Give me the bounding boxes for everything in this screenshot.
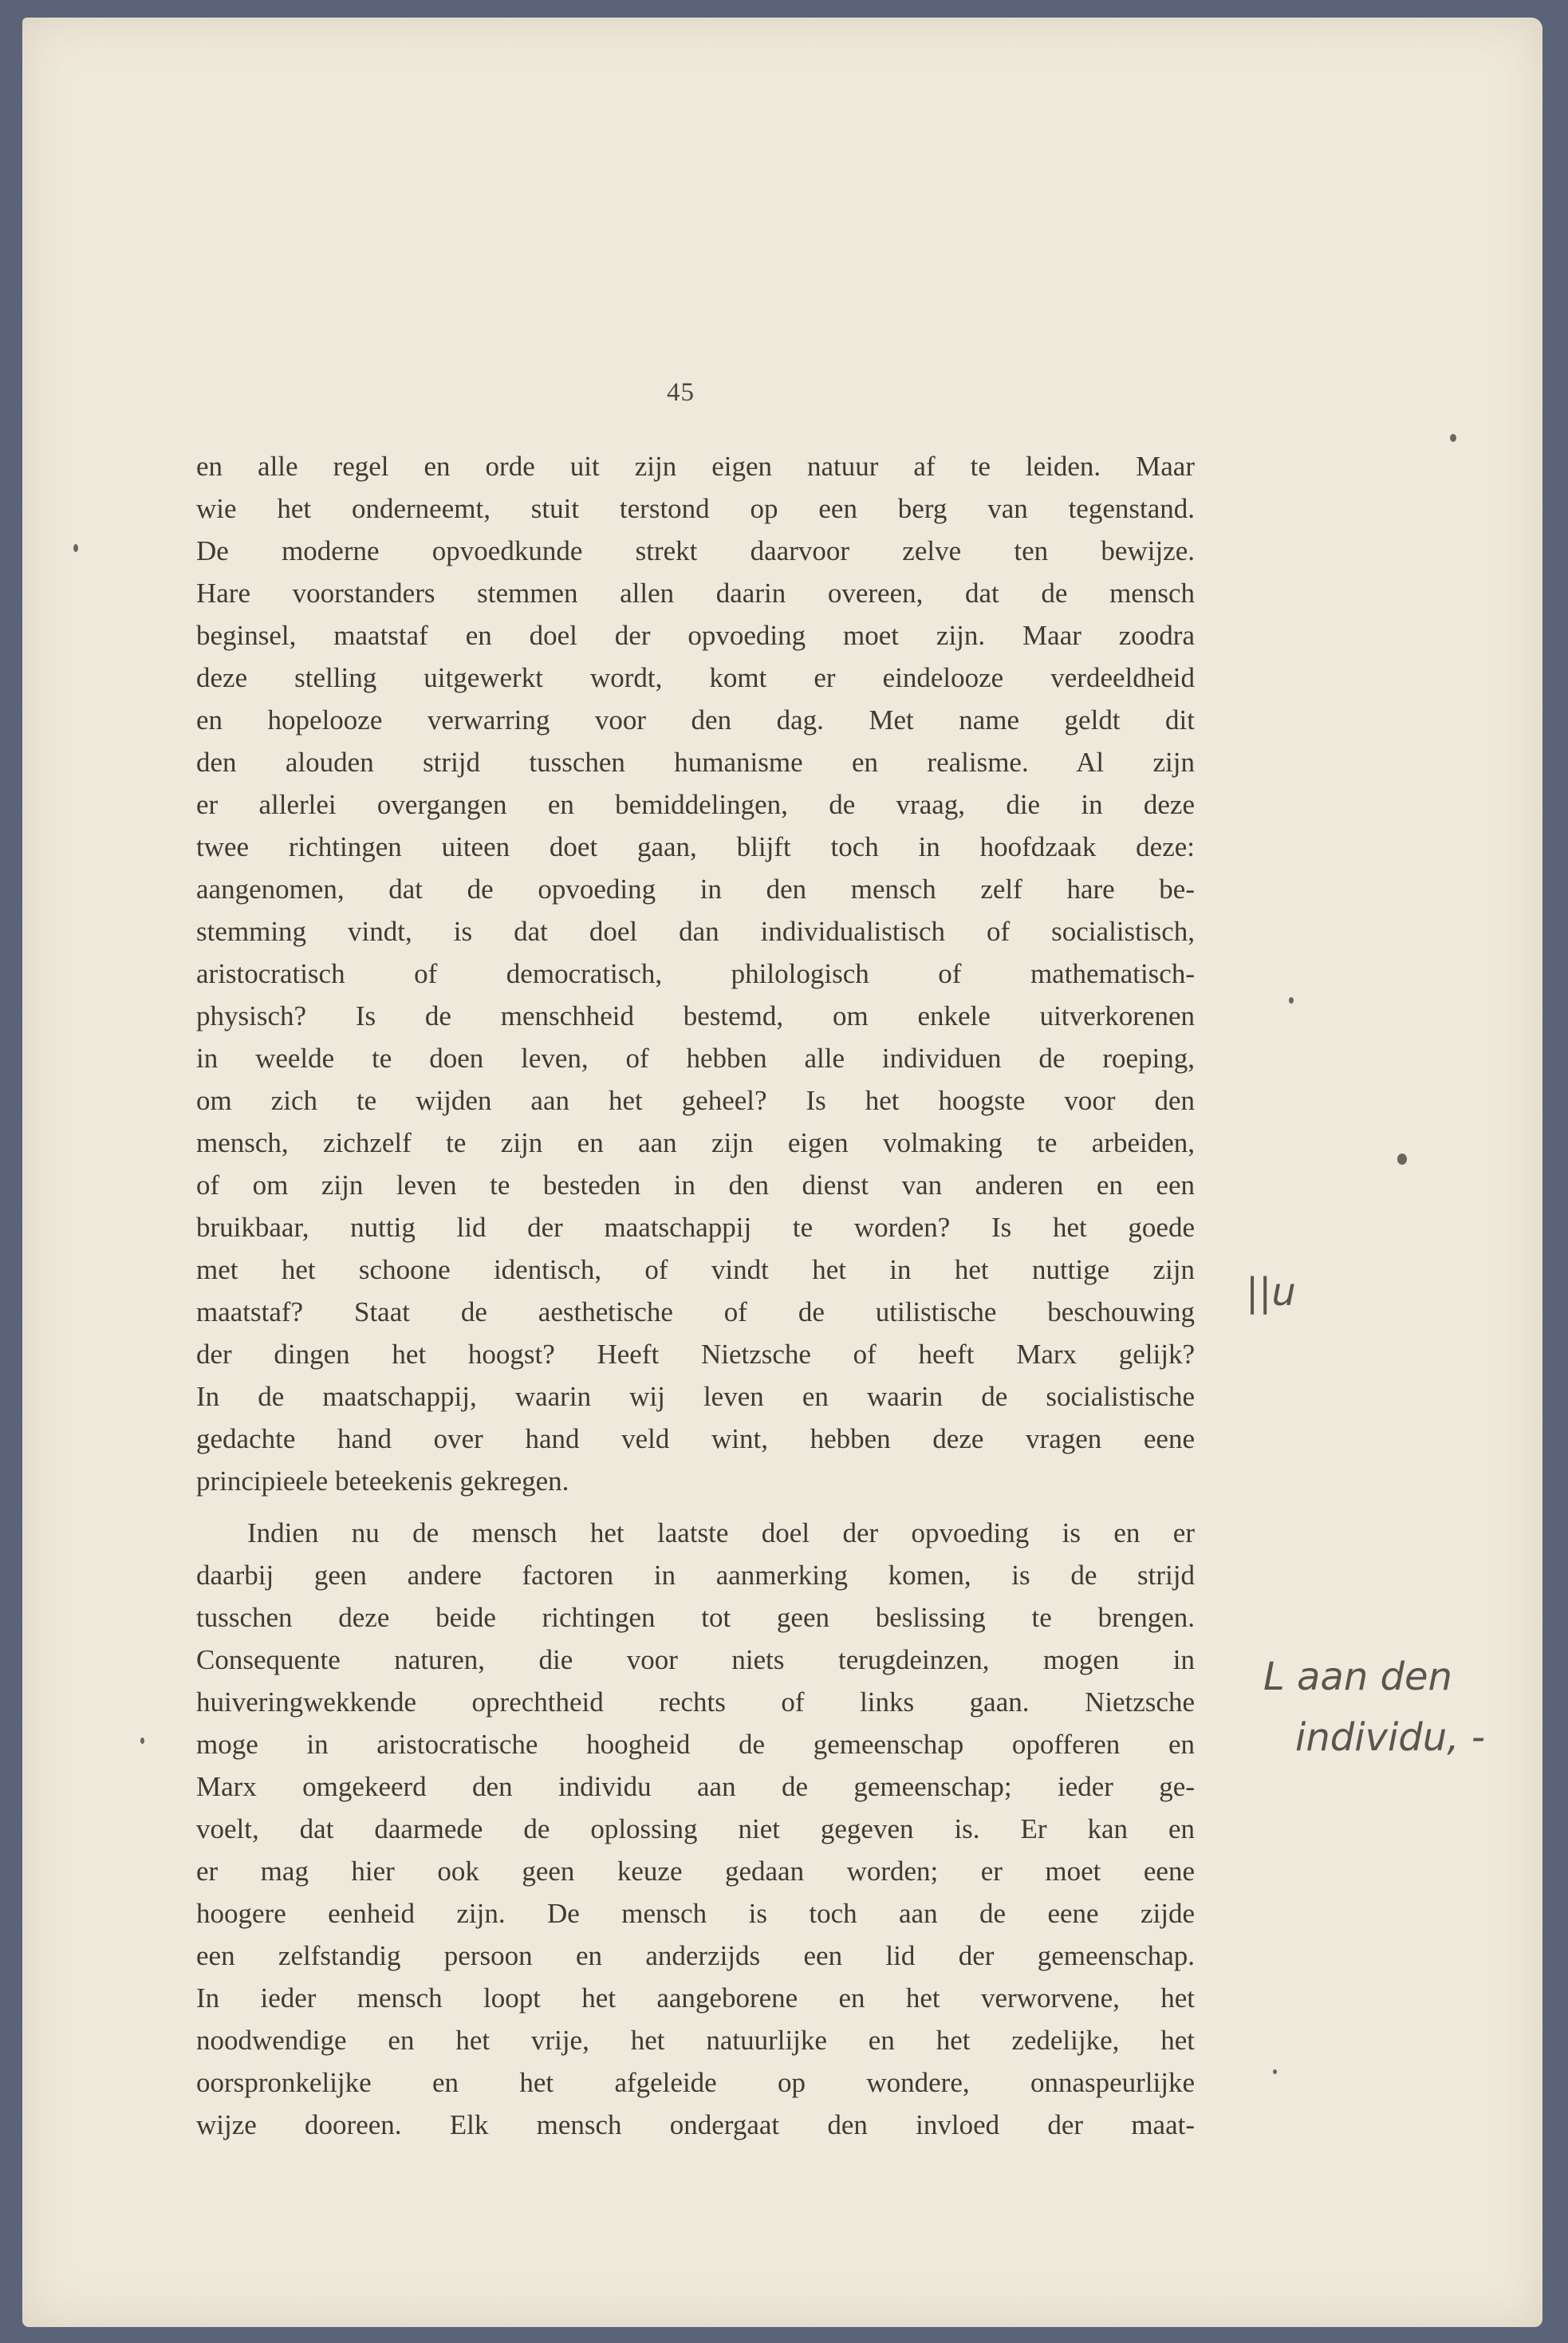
text-line: met het schoone identisch, of vindt het in het nuttige zijn [196, 1254, 1195, 1285]
paper-speck [1450, 434, 1456, 442]
text-line: aristocratisch of democratisch, philologisch of mathematisch- [196, 958, 1195, 989]
text-line: mensch, zichzelf te zijn en aan zijn eigen volmaking te arbeiden, [196, 1127, 1195, 1158]
text-line: aangenomen, dat de opvoeding in den mensch zelf hare be- [196, 874, 1195, 905]
text-line: den alouden strijd tusschen humanisme en realisme. Al zijn [196, 747, 1195, 778]
text-line: en alle regel en orde uit zijn eigen natuur af te leiden. Maar [196, 451, 1195, 482]
text-line: physisch? Is de menschheid bestemd, om enkele uitverkorenen [196, 1000, 1195, 1031]
text-line: Marx omgekeerd den individu aan de gemeenschap; ieder ge- [196, 1771, 1195, 1802]
text-line: in weelde te doen leven, of hebben alle individuen de roeping, [196, 1043, 1195, 1074]
text-line: principieele beteekenis gekregen. [196, 1465, 569, 1497]
paper-speck [73, 544, 78, 552]
text-line: beginsel, maatstaf en doel der opvoeding moet zijn. Maar zoodra [196, 620, 1195, 651]
text-line: stemming vindt, is dat doel dan individualistisch of socialistisch, [196, 916, 1195, 947]
text-line: huiveringwekkende oprechtheid rechts of links gaan. Nietzsche [196, 1686, 1195, 1718]
text-line: en hopelooze verwarring voor den dag. Met name geldt dit [196, 704, 1195, 736]
margin-annotation: L aan den [1263, 1655, 1452, 1699]
text-line: noodwendige en het vrije, het natuurlijke en het zedelijke, het [196, 2025, 1195, 2056]
body-text [196, 445, 1195, 2146]
text-line: De moderne opvoedkunde strekt daarvoor zelve ten bewijze. [196, 535, 1195, 566]
text-line: hoogere eenheid zijn. De mensch is toch aan de eene zijde [196, 1898, 1195, 1929]
document-page [22, 18, 1542, 2327]
text-line: of om zijn leven te besteden in den dienst van anderen en een [196, 1170, 1195, 1201]
text-line: der dingen het hoogst? Heeft Nietzsche of heeft Marx gelijk? [196, 1339, 1195, 1370]
text-line: een zelfstandig persoon en anderzijds een lid der gemeenschap. [196, 1940, 1195, 1971]
text-line: deze stelling uitgewerkt wordt, komt er eindelooze verdeeldheid [196, 662, 1195, 693]
text-line: moge in aristocratische hoogheid de gemeenschap opofferen en [196, 1729, 1195, 1760]
margin-annotation: individu, - [1295, 1715, 1486, 1760]
text-line: twee richtingen uiteen doet gaan, blijft toch in hoofdzaak deze: [196, 831, 1195, 862]
text-line: wijze dooreen. Elk mensch ondergaat den invloed der maat- [196, 2109, 1195, 2140]
text-line: bruikbaar, nuttig lid der maatschappij te worden? Is het goede [196, 1212, 1195, 1243]
text-line: om zich te wijden aan het geheel? Is het hoogste voor den [196, 1085, 1195, 1116]
text-line: er allerlei overgangen en bemiddelingen, de vraag, die in deze [196, 789, 1195, 820]
text-line: Indien nu de mensch het laatste doel der opvoeding is en er [247, 1517, 1195, 1548]
text-line: gedachte hand over hand veld wint, hebben deze vragen eene [196, 1423, 1195, 1454]
text-line: tusschen deze beide richtingen tot geen beslissing te brengen. [196, 1602, 1195, 1633]
text-line: oorspronkelijke en het afgeleide op wondere, onnaspeurlijke [196, 2067, 1195, 2098]
text-line: er mag hier ook geen keuze gedaan worden; er moet eene [196, 1856, 1195, 1887]
text-line: maatstaf? Staat de aesthetische of de utilistische beschouwing [196, 1296, 1195, 1327]
margin-annotation: ||u [1246, 1270, 1296, 1315]
text-line: daarbij geen andere factoren in aanmerking komen, is de strijd [196, 1560, 1195, 1591]
text-line: In de maatschappij, waarin wij leven en waarin de socialistische [196, 1381, 1195, 1412]
text-line: Hare voorstanders stemmen allen daarin overeen, dat de mensch [196, 578, 1195, 609]
paper-speck [1289, 997, 1294, 1004]
paper-speck [1273, 2069, 1277, 2074]
page-number: 45 [667, 378, 695, 407]
paper-speck [1397, 1154, 1407, 1165]
text-line: wie het onderneemt, stuit terstond op een berg van tegenstand. [196, 493, 1195, 524]
text-line: voelt, dat daarmede de oplossing niet gegeven is. Er kan en [196, 1813, 1195, 1844]
text-line: Consequente naturen, die voor niets terugdeinzen, mogen in [196, 1644, 1195, 1675]
paper-speck [140, 1738, 144, 1744]
paragraph-spacer [196, 1502, 1195, 1512]
text-line: In ieder mensch loopt het aangeborene en het verworvene, het [196, 1982, 1195, 2014]
